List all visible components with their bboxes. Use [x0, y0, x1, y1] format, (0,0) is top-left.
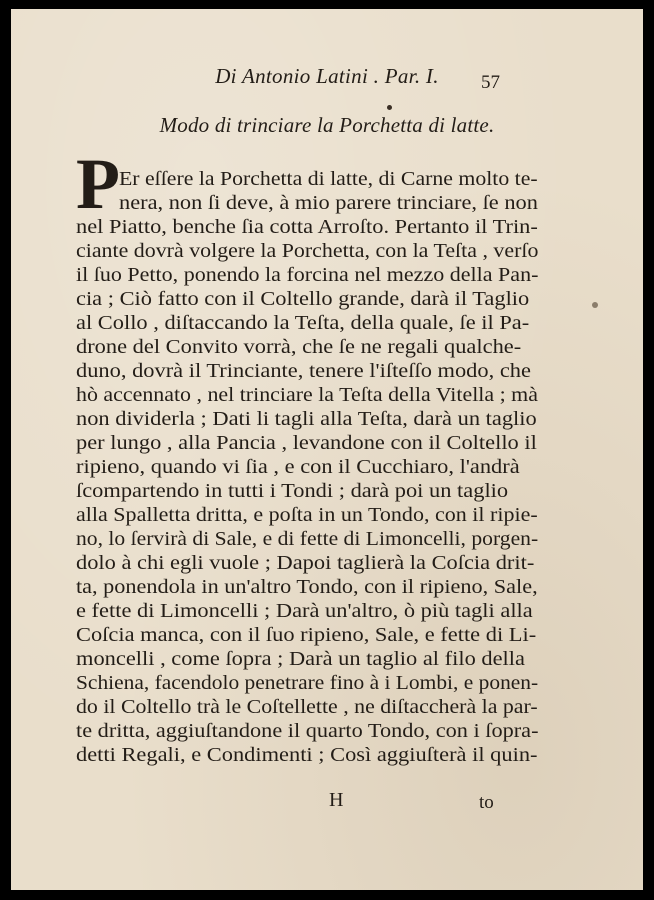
- body-text-line: e fette di Limoncelli ; Darà un'altro, ò più tagli alla: [76, 601, 533, 622]
- body-text-line: Er eſſere la Porchetta di latte, di Carne molto te-: [119, 169, 538, 190]
- body-text-line: dolo à chi egli vuole ; Dapoi taglierà la Coſcia drit-: [76, 553, 535, 574]
- body-text-line: duno, dovrà il Trinciante, tenere l'iſteſſo modo, che: [76, 361, 531, 382]
- body-text-line: ta, ponendola in un'altro Tondo, con il ripieno, Sale,: [76, 577, 538, 598]
- ink-dot: [387, 105, 392, 110]
- drop-cap: P: [76, 144, 120, 224]
- body-text-line: drone del Convito vorrà, che ſe ne regali qualche-: [76, 337, 522, 358]
- body-text-line: il ſuo Petto, ponendo la forcina nel mezzo della Pan-: [76, 265, 539, 286]
- body-text-line: alla Spalletta dritta, e poſta in un Tondo, con il ripie-: [76, 505, 538, 526]
- page-number: 57: [481, 72, 500, 93]
- chapter-title: Modo di trinciare la Porchetta di latte.: [159, 113, 495, 137]
- body-text-line: no, lo ſervirà di Sale, e di fette di Limoncelli, porgen-: [76, 529, 539, 550]
- body-text-line: cia ; Ciò fatto con il Coltello grande, darà il Taglio: [76, 289, 530, 310]
- body-text-line: ciante dovrà volgere la Porchetta, con la Teſta , verſo: [76, 241, 539, 262]
- body-text-line: detti Regali, e Condimenti ; Così aggiuſterà il quin-: [76, 745, 538, 766]
- body-text-line: Schiena, facendolo penetrare fino à i Lombi, e ponen-: [76, 673, 539, 694]
- body-text-line: ripieno, quando vi ſia , e con il Cucchiaro, l'andrà: [76, 457, 520, 478]
- body-text-line: nera, non ſi deve, à mio parere trinciare, ſe non: [119, 193, 538, 214]
- body-text-line: per lungo , alla Pancia , levandone con il Coltello il: [76, 433, 537, 454]
- body-text-line: ſcompartendo in tutti i Tondi ; darà poi un taglio: [76, 481, 509, 502]
- body-text-line: Coſcia manca, con il ſuo ripieno, Sale, e fette di Li-: [76, 625, 537, 646]
- body-text-line: te dritta, aggiuſtandone il quarto Tondo, con i ſopra-: [76, 721, 539, 742]
- body-text-line: moncelli , come ſopra ; Darà un taglio al filo della: [76, 649, 525, 670]
- signature-mark: H: [329, 789, 344, 811]
- catchword: to: [479, 792, 494, 813]
- running-head: Di Antonio Latini . Par. I.: [215, 64, 439, 88]
- body-text-line: non dividerla ; Dati li tagli alla Teſta, darà un taglio: [76, 409, 537, 430]
- body-text-line: hò accennato , nel trinciare la Teſta della Vitella ; mà: [76, 385, 538, 406]
- book-page: [11, 9, 643, 890]
- body-text-line: al Collo , diſtaccando la Teſta, della quale, ſe il Pa-: [76, 313, 530, 334]
- paper-speck: [592, 302, 598, 308]
- body-text-line: do il Coltello trà le Coſtellette , ne diſtaccherà la par-: [76, 697, 538, 718]
- body-text-line: nel Piatto, benche ſia cotta Arroſto. Pertanto il Trin-: [76, 217, 538, 238]
